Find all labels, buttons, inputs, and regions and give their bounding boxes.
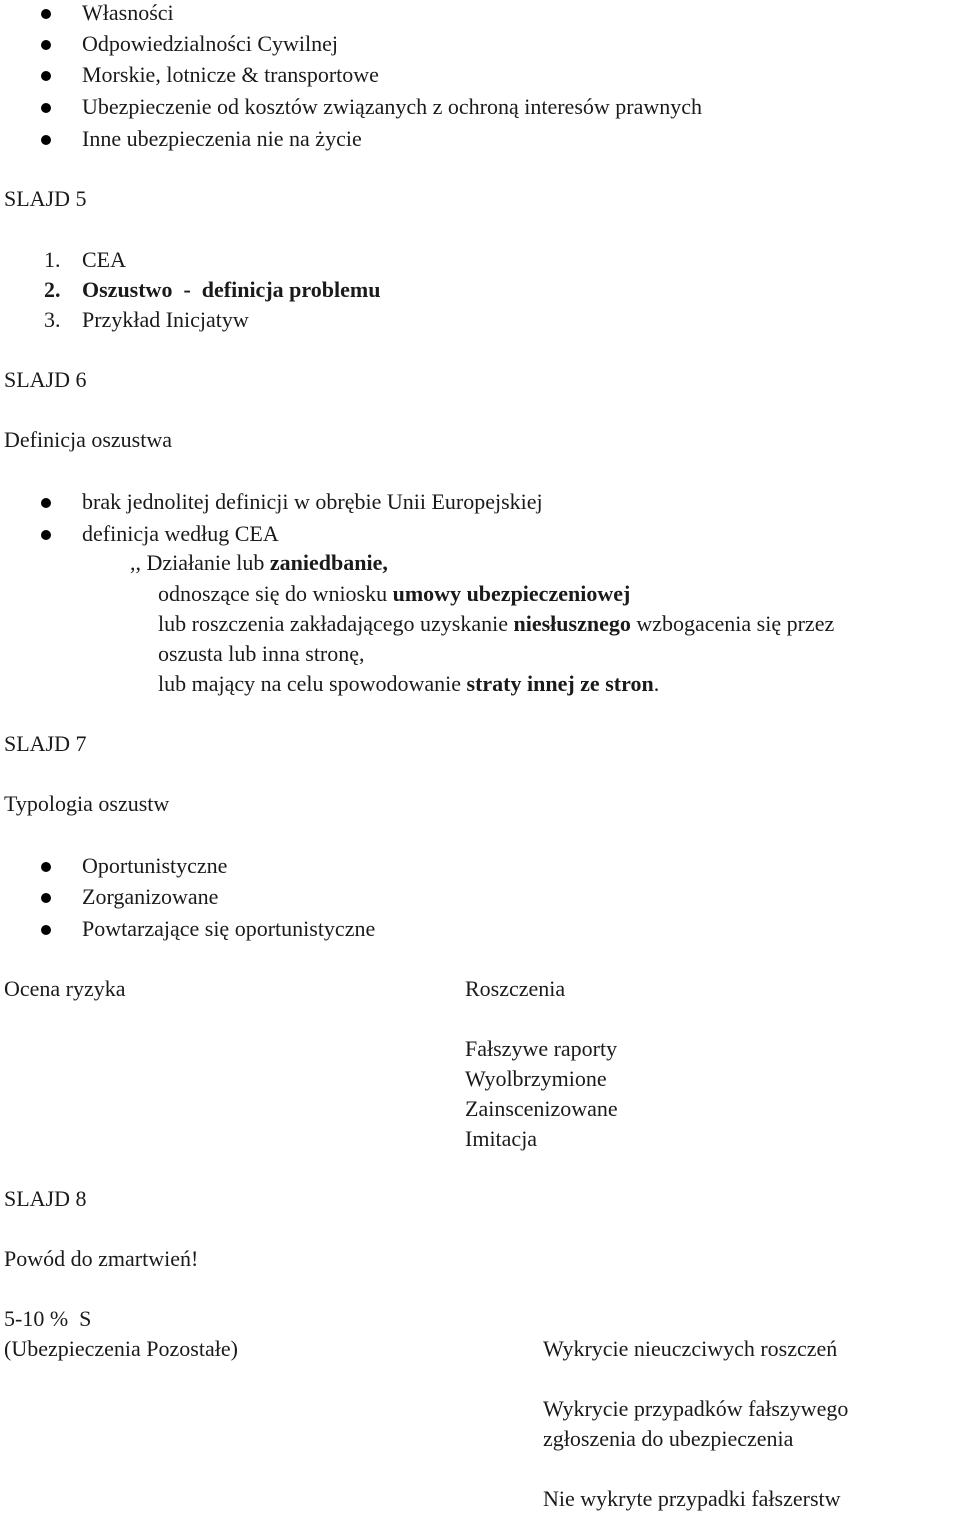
list-number: 2. [44, 277, 61, 302]
slide-7-title: Typologia oszustw [4, 791, 170, 816]
bullet-icon [41, 71, 51, 81]
slide-6-title: Definicja oszustwa [4, 427, 172, 452]
claims-item: Fałszywe raporty [465, 1036, 618, 1061]
slide-7-heading: SLAJD 7 [4, 731, 87, 756]
claims-item: Wyolbrzymione [465, 1066, 607, 1091]
bullet-icon [41, 925, 51, 935]
detection-item: zgłoszenia do ubezpieczenia [543, 1426, 794, 1451]
list-item: CEA [82, 247, 126, 272]
slide-5-heading: SLAJD 5 [4, 186, 87, 211]
list-item: Morskie, lotnicze & transportowe [82, 62, 379, 87]
bullet-icon [41, 498, 51, 508]
slide-8-heading: SLAJD 8 [4, 1186, 87, 1211]
percentage-label: 5-10 % S [4, 1306, 92, 1331]
claims-item: Zainscenizowane [465, 1096, 618, 1121]
slide-8-title: Powód do zmartwień! [4, 1246, 199, 1271]
detection-item: Wykrycie nieuczciwych roszczeń [543, 1336, 838, 1361]
list-item: definicja według CEA [82, 521, 279, 546]
bullet-icon [41, 103, 51, 113]
list-item: Oszustwo - definicja problemu [82, 277, 381, 302]
claims-label: Roszczenia [465, 976, 566, 1001]
bullet-icon [41, 893, 51, 903]
detection-item: Wykrycie przypadków fałszywego [543, 1396, 849, 1421]
quote-line: ,, Działanie lub zaniedbanie, [130, 550, 388, 575]
bullet-icon [41, 40, 51, 50]
list-number: 1. [44, 247, 61, 272]
list-item: brak jednolitej definicji w obrębie Unii Europejskiej [82, 489, 543, 514]
risk-assessment-label: Ocena ryzyka [4, 976, 126, 1001]
quote-line: lub mający na celu spowodowanie straty innej ze stron. [158, 671, 660, 696]
list-item: Przykład Inicjatyw [82, 307, 249, 332]
bullet-icon [41, 862, 51, 872]
quote-line: oszusta lub inna stronę, [158, 641, 365, 666]
quote-line: odnoszące się do wniosku umowy ubezpieczeniowej [158, 581, 631, 606]
list-item: Odpowiedzialności Cywilnej [82, 31, 339, 56]
percentage-note: (Ubezpieczenia Pozostałe) [4, 1336, 238, 1361]
bullet-icon [41, 135, 51, 145]
slide-6-heading: SLAJD 6 [4, 367, 87, 392]
list-number: 3. [44, 307, 61, 332]
claims-item: Imitacja [465, 1126, 538, 1151]
quote-line: lub roszczenia zakładającego uzyskanie niesłusznego wzbogacenia się przez [158, 611, 835, 636]
bullet-icon [41, 9, 51, 19]
list-item: Powtarzające się oportunistyczne [82, 916, 376, 941]
list-item: Inne ubezpieczenia nie na życie [82, 126, 362, 151]
list-item: Zorganizowane [82, 884, 219, 909]
list-item: Ubezpieczenie od kosztów związanych z ochroną interesów prawnych [82, 94, 703, 119]
bullet-icon [41, 530, 51, 540]
list-item: Oportunistyczne [82, 853, 228, 878]
detection-item: Nie wykryte przypadki fałszerstw [543, 1486, 841, 1511]
list-item: Własności [82, 0, 174, 25]
